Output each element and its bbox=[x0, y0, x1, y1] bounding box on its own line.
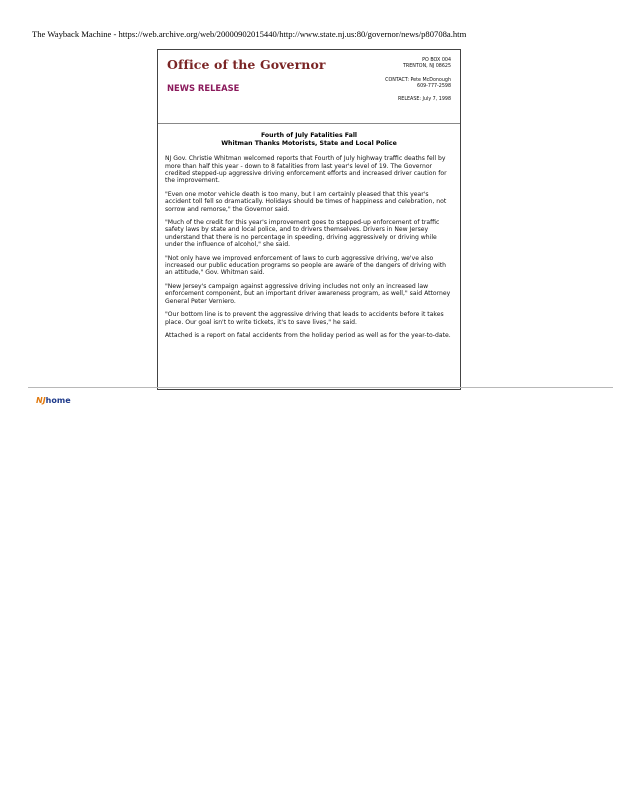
mailing-address bbox=[403, 58, 451, 71]
headline-main: Fourth of July Fatalities Fall bbox=[260, 132, 358, 139]
release-date: RELEASE: July 7, 1998 bbox=[397, 97, 451, 102]
office-title: Office of the Governor bbox=[167, 57, 326, 72]
news-release-label: NEWS RELEASE bbox=[167, 83, 240, 93]
contact-phone: 609-777-2598 bbox=[417, 84, 451, 90]
body-paragraph: "Even one motor vehicle death is too many, but I am certainly pleased that this year's accident toll fell so dramatically. Holidays should be times of happiness and celebration, not sorrow and remorse," the Governor said. bbox=[165, 190, 447, 213]
header-divider bbox=[158, 123, 460, 124]
nj-logo-icon: NJ bbox=[36, 396, 46, 405]
headline bbox=[164, 132, 454, 147]
address-line: PO BOX 004 bbox=[422, 58, 451, 63]
contact-name: CONTACT: Pete McDonough bbox=[385, 78, 451, 83]
body-paragraph: "Much of the credit for this year's improvement goes to stepped-up enforcement of traffic safety laws by state and local police, and to drivers themselves. Drivers in New Jersey understand that there is no percentage in speeding, driving aggressively or driving while under the influence of alcohol," she said. bbox=[165, 219, 440, 249]
nj-home-link[interactable] bbox=[36, 396, 71, 405]
body-paragraph: "New Jersey's campaign against aggressive driving includes not only an increased law enforcement component, but an important driver awareness program, as well," said Attorney General Peter Verniero. bbox=[165, 282, 451, 305]
page-divider bbox=[28, 387, 613, 388]
body-paragraph: "Not only have we improved enforcement of laws to curb aggressive driving, we've also increased our public education programs so people are aware of the dangers of driving with an attitude," Gov. Whitman said. bbox=[165, 254, 447, 277]
contact-info bbox=[385, 78, 451, 91]
release-body bbox=[165, 155, 453, 339]
body-paragraph: "Our bottom line is to prevent the aggressive driving that leads to accidents before it takes place. Our goal isn't to write tickets, it's to save lives," he said. bbox=[165, 311, 444, 326]
wayback-url-header: The Wayback Machine - https://web.archive.org/web/20000902015440/http://www.state.nj.us:80/governor/news/p80708a.htm bbox=[32, 29, 467, 39]
body-paragraph: NJ Gov. Christie Whitman welcomed reports that Fourth of July highway traffic deaths fell by more than half this year - down to 8 fatalities from last year's level of 19. The Governor credited stepped-up aggressive driving enforcement efforts and increased driver caution for the improvement. bbox=[165, 155, 447, 185]
body-paragraph: Attached is a report on fatal accidents from the holiday period as well as for the year-to-date. bbox=[165, 331, 451, 339]
release-header bbox=[158, 50, 460, 132]
news-release-box bbox=[157, 49, 461, 390]
address-line: TRENTON, NJ 08625 bbox=[402, 64, 451, 70]
home-link-label: home bbox=[45, 396, 71, 405]
headline-sub: Whitman Thanks Motorists, State and Local Police bbox=[221, 139, 397, 147]
